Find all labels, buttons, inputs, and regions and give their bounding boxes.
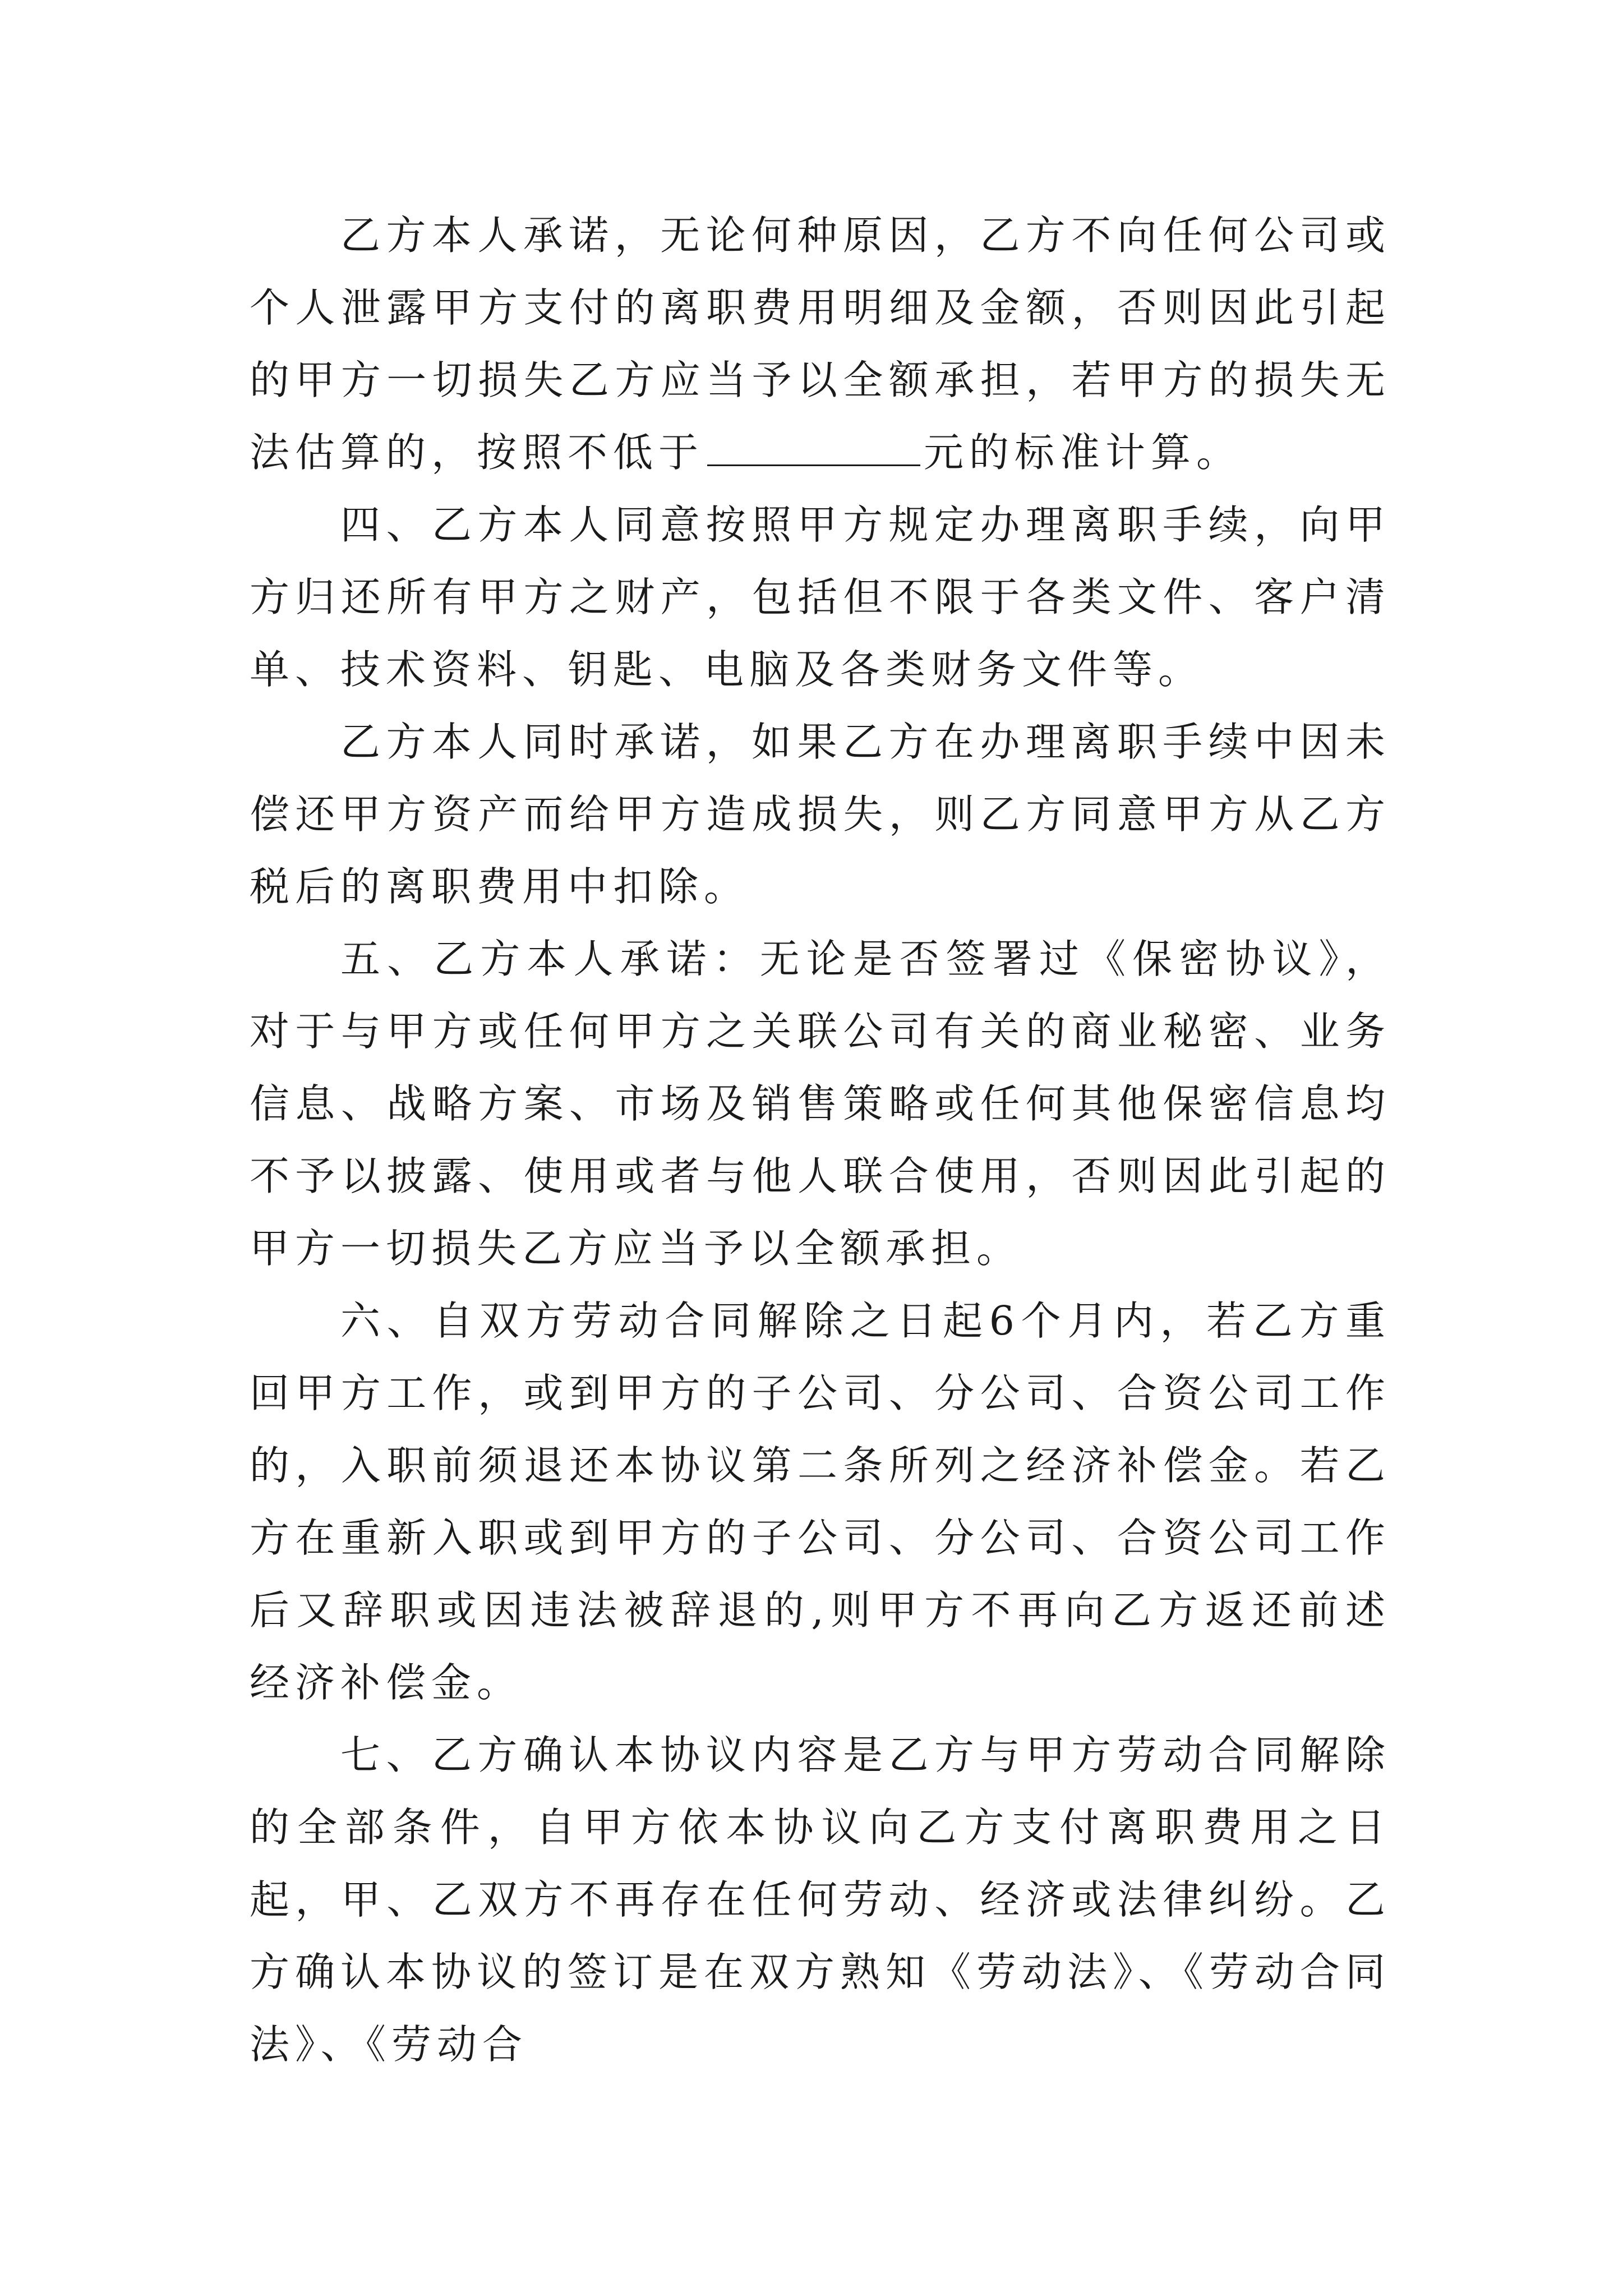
document-body <box>250 199 1391 2081</box>
paragraph-clause-4-commitment: 乙方本人同时承诺，如果乙方在办理离职手续中因未偿还甲方资产而给甲方造成损失，则乙方同意甲方从乙方税后的离职费用中扣除。 <box>250 719 1391 910</box>
paragraph-clause-7: 七、乙方确认本协议内容是乙方与甲方劳动合同解除的全部条件，自甲方依本协议向乙方支付离职费用之日起，甲、乙双方不再存在任何劳动、经济或法律纠纷。乙方确认本协议的签订是在双方熟知《劳动法》、《劳动合同法》、《劳动合 <box>250 1732 1391 2068</box>
paragraph-clause-6: 六、自双方劳动合同解除之日起6个月内，若乙方重回甲方工作，或到甲方的子公司、分公司、合资公司工作的，入职前须退还本协议第二条所列之经济补偿金。若乙方在重新入职或到甲方的子公司、分公司、合资公司工作后又辞职或因违法被辞退的,则甲方不再向乙方返还前述经济补偿金。 <box>250 1297 1391 1706</box>
amount-blank-field <box>707 431 920 466</box>
paragraph-text: 乙方本人承诺，无论何种原因，乙方不向任何公司或个人泄露甲方支付的离职费用明细及金额，否则因此引起的甲方一切损失乙方应当予以全额承担，若甲方的损失无法估算的，按照不低于 <box>250 212 1391 476</box>
paragraph-clause-5: 五、乙方本人承诺：无论是否签署过《保密协议》，对于与甲方或任何甲方之关联公司有关的商业秘密、业务信息、战略方案、市场及销售策略或任何其他保密信息均不予以披露、使用或者与他人联合使用，否则因此引起的甲方一切损失乙方应当予以全额承担。 <box>250 936 1391 1272</box>
paragraph-text: 元的标准计算。 <box>924 429 1242 476</box>
paragraph-confidentiality-of-fees <box>250 199 1391 489</box>
paragraph-clause-4: 四、乙方本人同意按照甲方规定办理离职手续，向甲方归还所有甲方之财产，包括但不限于各类文件、客户清单、技术资料、钥匙、电脑及各类财务文件等。 <box>250 501 1391 693</box>
